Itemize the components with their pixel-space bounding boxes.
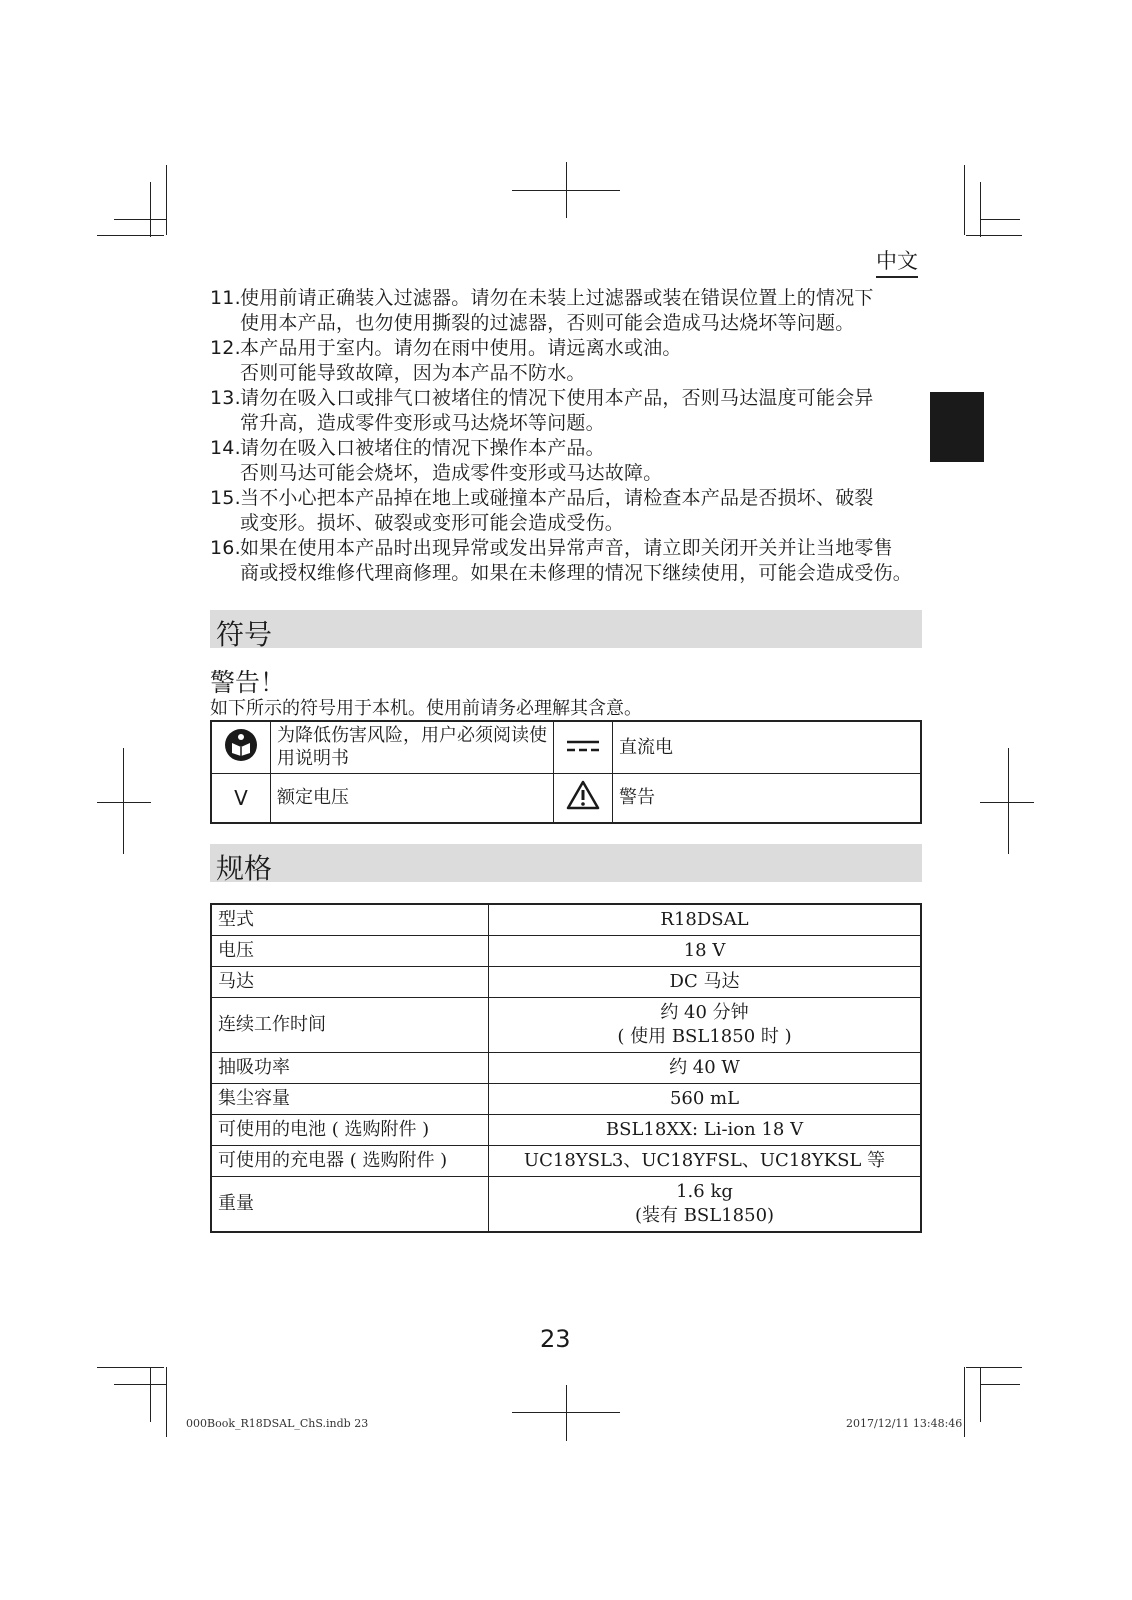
symbols-intro: 如下所示的符号用于本机。使用前请务必理解其含意。 xyxy=(210,698,642,719)
language-label: 中文 xyxy=(876,245,918,278)
language-thumb-tab xyxy=(930,392,984,462)
symbol-description: 警告 xyxy=(613,773,922,823)
symbols-section-header xyxy=(210,610,922,651)
section-title: 规格 xyxy=(216,852,273,885)
list-item: 12.本产品用于室内。请勿在雨中使用。请远离水或油。 否则可能导致故障，因为本产品不防水。 xyxy=(210,337,682,384)
safety-list xyxy=(210,286,930,586)
list-item: 15.当不小心把本产品掉在地上或碰撞本产品后，请检查本产品是否损坏、破裂 或变形。损坏、破裂或变形可能会造成受伤。 xyxy=(210,487,874,534)
table-row: 连续工作时间 约 40 分钟 ( 使用 BSL1850 时 ) xyxy=(211,998,921,1053)
direct-current-icon xyxy=(566,739,600,753)
list-item: 13.请勿在吸入口或排气口被堵住的情况下使用本产品，否则马达温度可能会异 常升高，造成零件变形或马达烧坏等问题。 xyxy=(210,387,874,434)
footer-filename: 000Book_R18DSAL_ChS.indb 23 xyxy=(186,1417,369,1430)
table-row: 型式 R18DSAL xyxy=(211,904,921,936)
table-row xyxy=(211,721,921,773)
list-item: 14.请勿在吸入口被堵住的情况下操作本产品。 否则马达可能会烧坏，造成零件变形或马达故障。 xyxy=(210,437,663,484)
spec-section-header xyxy=(210,844,922,885)
symbol-description: 额定电压 xyxy=(271,773,554,823)
rated-voltage-symbol: V xyxy=(211,773,271,823)
read-manual-icon xyxy=(224,728,258,762)
table-row: 可使用的电池 ( 选购附件 ) BSL18XX: Li-ion 18 V xyxy=(211,1115,921,1146)
table-row: 电压 18 V xyxy=(211,936,921,967)
list-item: 11.使用前请正确装入过滤器。请勿在未装上过滤器或装在错误位置上的情况下 使用本产品，也勿使用撕裂的过滤器，否则可能会造成马达烧坏等问题。 xyxy=(210,287,874,334)
table-row: 可使用的充电器 ( 选购附件 ) UC18YSL3、UC18YFSL、UC18YKSL 等 xyxy=(211,1146,921,1177)
symbol-description: 为降低伤害风险，用户必须阅读使用说明书 xyxy=(271,721,554,773)
table-row: 抽吸功率 约 40 W xyxy=(211,1053,921,1084)
page-number: 23 xyxy=(540,1325,571,1353)
table-row: 马达 DC 马达 xyxy=(211,967,921,998)
symbol-description: 直流电 xyxy=(613,721,922,773)
list-item: 16.如果在使用本产品时出现异常或发出异常声音，请立即关闭开关并让当地零售 商或授权维修代理商修理。如果在未修理的情况下继续使用，可能会造成受伤。 xyxy=(210,537,913,584)
section-title: 符号 xyxy=(216,618,273,651)
warning-heading: 警告！ xyxy=(210,668,286,697)
table-row: 重量 1.6 kg (装有 BSL1850) xyxy=(211,1177,921,1233)
symbols-table xyxy=(210,720,922,824)
warning-triangle-icon xyxy=(566,780,600,810)
footer-timestamp: 2017/12/11 13:48:46 xyxy=(846,1417,963,1430)
spec-table xyxy=(210,903,922,1233)
table-row xyxy=(211,773,921,823)
table-row: 集尘容量 560 mL xyxy=(211,1084,921,1115)
